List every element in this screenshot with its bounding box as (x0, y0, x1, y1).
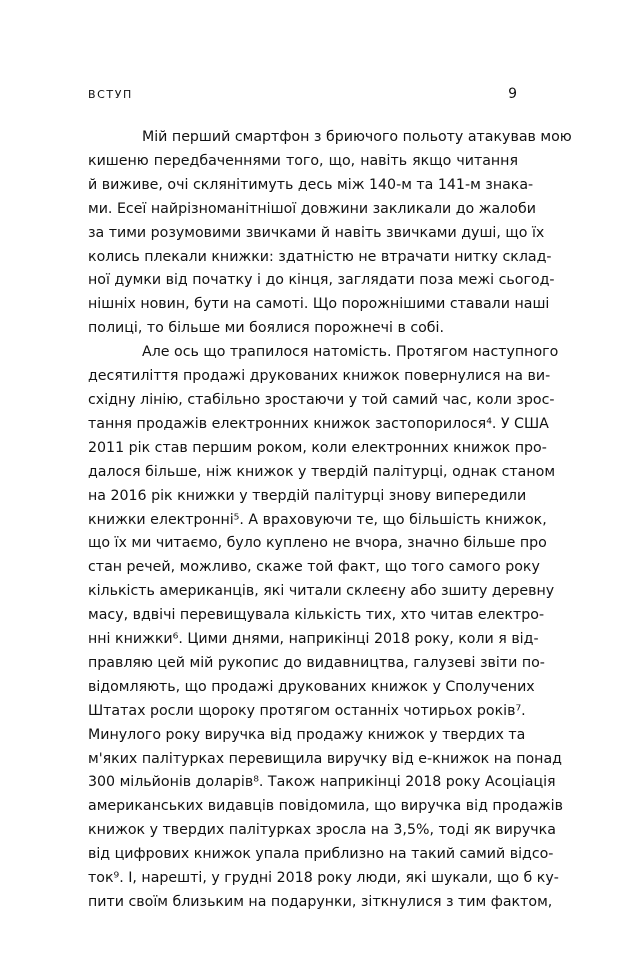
text-line: ми. Есеї найрізноманітнішої довжини закликали до жалоби (88, 200, 536, 217)
text-line: далося більше, ніж книжок у твердій палітурці, однак станом (88, 463, 556, 480)
running-head: ВСТУП (88, 88, 133, 101)
text-line: що їх ми читаємо, було куплено не вчора, значно більше про (88, 535, 547, 552)
text-line: відомляють, що продажі друкованих книжок у Сполучених (88, 678, 535, 695)
text-line: нішніх новин, бути на самоті. Що порожнішими ставали наші (88, 296, 550, 313)
text-line: Мій перший смартфон з бриючого польоту атакував мою (142, 129, 572, 145)
text-line: пити своїм близьким на подарунки, зіткнулися з тим фактом, (88, 894, 553, 910)
text-line: 300 мільйонів доларів⁸. Також наприкінці 2018 року Асоціація (88, 774, 556, 791)
text-line: Минулого року виручка від продажу книжок у твердих та (88, 726, 526, 743)
text-line: полиці, то більше ми боялися порожнечі в собі. (88, 320, 445, 337)
text-line: Але ось що трапилося натомість. Протягом наступного (142, 344, 559, 361)
text-line: десятиліття продажі друкованих книжок повернулися на ви- (88, 368, 551, 385)
text-line: за тими розумовими звичками й навіть звичками душі, що їх (88, 224, 545, 241)
text-line: книжок у твердих палітурках зросла на 3,5%, тоді як виручка (88, 822, 556, 839)
text-line: масу, вдвічі перевищувала кількість тих, хто читав електро- (88, 607, 545, 624)
text-line: тання продажів електронних книжок застопорилося⁴. У США (88, 415, 549, 432)
page-number: 9 (508, 86, 517, 102)
text-line: 2011 рік став першим роком, коли електронних книжок про- (88, 439, 547, 456)
body-text (88, 126, 572, 915)
text-line: кишеню передбаченнями того, що, навіть якщо читання (88, 152, 518, 169)
page-header (88, 86, 517, 102)
text-line: американських видавців повідомила, що виручка від продажів (88, 798, 563, 815)
text-line: стан речей, можливо, скаже той факт, що того самого року (88, 559, 540, 576)
text-line: нні книжки⁶. Цими днями, наприкінці 2018 року, коли я від- (88, 631, 539, 648)
text-line: правляю цей мій рукопис до видавництва, галузеві звіти по- (88, 654, 545, 671)
text-line: кількість американців, які читали склеєну або зшиту деревну (88, 583, 555, 600)
text-line: Штатах росли щороку протягом останніх чотирьох років⁷. (88, 702, 526, 719)
text-line: ної думки від початку і до кінця, заглядати поза межі сьогод- (88, 272, 555, 289)
paragraph-2 (88, 341, 563, 915)
text-line: східну лінію, стабільно зростаючи у той самий час, коли зрос- (88, 391, 555, 408)
text-line: на 2016 рік книжки у твердій палітурці знову випередили (88, 487, 527, 504)
text-line: книжки електронні⁵. А враховуючи те, що більшість книжок, (88, 511, 547, 528)
paragraph-1 (88, 126, 572, 341)
text-line: ток⁹. І, нарешті, у грудні 2018 року люди, які шукали, що б ку- (88, 870, 559, 887)
text-line: м'яких палітурках перевищила виручку від е-книжок на понад (88, 750, 562, 767)
text-line: від цифрових книжок упала приблизно на такий самий відсо- (88, 846, 554, 863)
text-line: колись плекали книжки: здатністю не втрачати нитку склад- (88, 248, 552, 265)
text-line: й виживе, очі склянітимуть десь між 140-м та 141-м знака- (88, 176, 534, 193)
